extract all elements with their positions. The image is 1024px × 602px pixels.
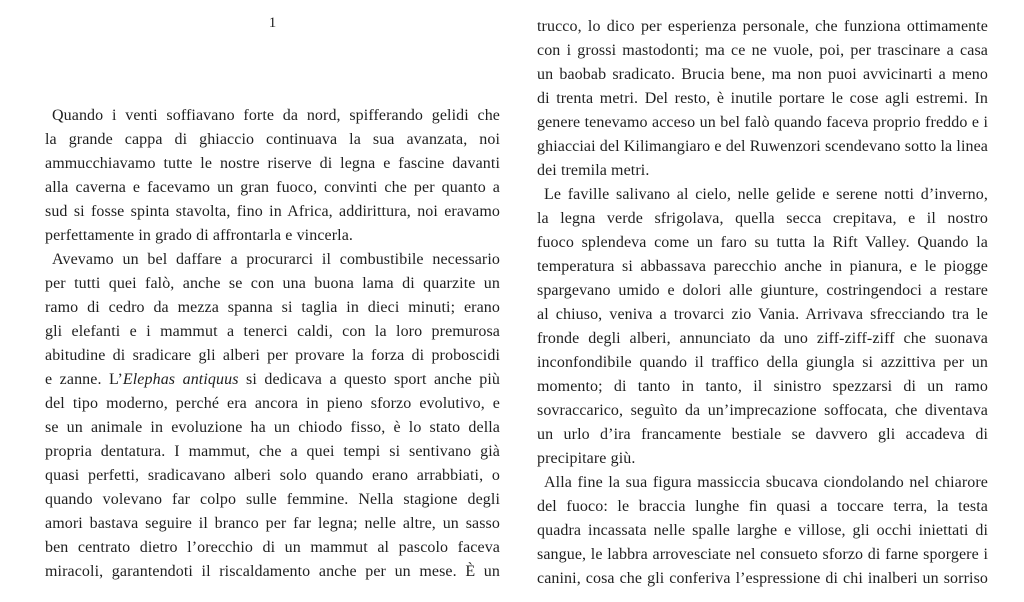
text-line: del tipo moderno, perché era ancora in pieno sforzo evolutivo, e	[45, 395, 500, 412]
paragraph	[537, 183, 988, 471]
text-line: ben centrato dietro l’orecchio di un mammut al pascolo faceva	[45, 539, 500, 556]
text-line: fuoco splendeva come un faro su tutta la Rift Valley. Quando la	[537, 234, 988, 251]
text-line: perfettamente in grado di affrontarla e vincerla.	[45, 227, 354, 244]
text-line: ammucchiavamo tutte le nostre riserve di legna e fascine davanti	[45, 155, 500, 172]
text-line: amori bastava seguire il branco per far legna; nelle altre, un sasso	[45, 515, 500, 532]
paragraph	[45, 248, 500, 584]
text-line: momento; di tanto in tanto, il sinistro spezzarsi di un ramo	[537, 378, 988, 395]
text-line: e zanne. L’Elephas antiquus si dedicava a questo sport anche più	[45, 371, 500, 388]
text-line: sud si fosse spinta stavolta, fino in Africa, addirittura, noi eravamo	[45, 203, 500, 220]
text-line: abitudine di sradicare gli alberi per provare la forza di proboscidi	[45, 347, 500, 364]
left-page-text	[45, 104, 500, 584]
left-page	[45, 0, 500, 602]
text-line: fronde degli alberi, annunciato da uno ziff-ziff-ziff che suonava	[537, 330, 988, 347]
text-line: Avevamo un bel daffare a procurarci il combustibile necessario	[52, 251, 500, 268]
chapter-number: 1	[268, 15, 277, 31]
text-line: la legna verde sfrigolava, quella secca crepitava, e il nostro	[537, 210, 988, 227]
text-line: la grande cappa di ghiaccio continuava la sua avanzata, noi	[45, 131, 500, 148]
text-line: miracoli, garantendoti il riscaldamento anche per un mese. È un	[45, 563, 500, 580]
right-page	[537, 0, 988, 602]
right-page-text	[537, 15, 988, 591]
text-line: gli elefanti e i mammut a tenerci caldi, con la loro premurosa	[45, 323, 500, 340]
text-line: alla caverna e facevamo un gran fuoco, convinti che per quanto a	[45, 179, 500, 196]
text-line: al chiuso, veniva a trovarci zio Vania. Arrivava sfrecciando tra le	[537, 306, 988, 323]
text-line: genere tenevamo acceso un bel falò quando faceva proprio freddo e i	[537, 114, 988, 131]
text-line: temperatura si abbassava parecchio anche in pianura, e le piogge	[537, 258, 988, 275]
text-line: di trenta metri. Del resto, è inutile portare le cose agli estremi. In	[537, 90, 988, 107]
text-line: propria dentatura. I mammut, che a quei tempi si sentivano già	[45, 443, 500, 460]
text-line: Quando i venti soffiavano forte da nord, spifferando gelidi che	[52, 107, 500, 124]
paragraph	[537, 15, 988, 183]
text-line: Le faville salivano al cielo, nelle gelide e serene notti d’inverno,	[544, 186, 988, 203]
text-line: precipitare giù.	[537, 450, 636, 467]
text-line: quadra incassata nelle spalle larghe e villose, gli occhi iniettati di	[537, 522, 988, 539]
text-line: spargevano umido e dolori alle giunture, costringendoci a restare	[537, 282, 988, 299]
text-line: trucco, lo dico per esperienza personale, che funziona ottimamente	[537, 18, 988, 35]
text-line: del fuoco: le braccia lunghe fin quasi a toccare terra, la testa	[537, 498, 988, 515]
text-line: se un animale in evoluzione ha un chiodo fisso, è lo stato della	[45, 419, 500, 436]
text-line: quando volevano far colpo sulle femmine. Nella stagione degli	[45, 491, 500, 508]
text-line: sangue, le labbra arrovesciate nel consueto sforzo di farne sporgere i	[537, 546, 988, 563]
text-line: dei tremila metri.	[537, 162, 650, 179]
text-line: per tutti quei falò, anche se con una buona lama di quarzite un	[45, 275, 500, 292]
text-line: Alla fine la sua figura massiccia sbucava ciondolando nel chiarore	[544, 474, 988, 491]
text-line: canini, cosa che gli conferiva l’espressione di chi inalberi un sorriso	[537, 570, 988, 587]
text-line: sovraccarico, seguìto da un’imprecazione soffocata, che diventava	[537, 402, 988, 419]
paragraph	[45, 104, 500, 248]
text-line: con i grossi mastodonti; ma ce ne vuole, poi, per trascinare a casa	[537, 42, 988, 59]
text-line: ramo di cedro da mezza spanna si taglia in dieci minuti; erano	[45, 299, 500, 316]
text-line: un urlo d’ira francamente bestiale se davvero gli accadeva di	[537, 426, 988, 443]
text-line: ghiacciai del Kilimangiaro e del Ruwenzori scendevano sotto la linea	[537, 138, 988, 155]
paragraph	[537, 471, 988, 591]
italic-text: Elephas antiquus	[122, 371, 239, 388]
text-line: quasi perfetti, sradicavano alberi solo quando erano arrabbiati, o	[45, 467, 500, 484]
text-line: un baobab sradicato. Brucia bene, ma non puoi avvicinarti a meno	[537, 66, 988, 83]
text-line: inconfondibile quando il traffico della giungla si azzittiva per un	[537, 354, 988, 371]
